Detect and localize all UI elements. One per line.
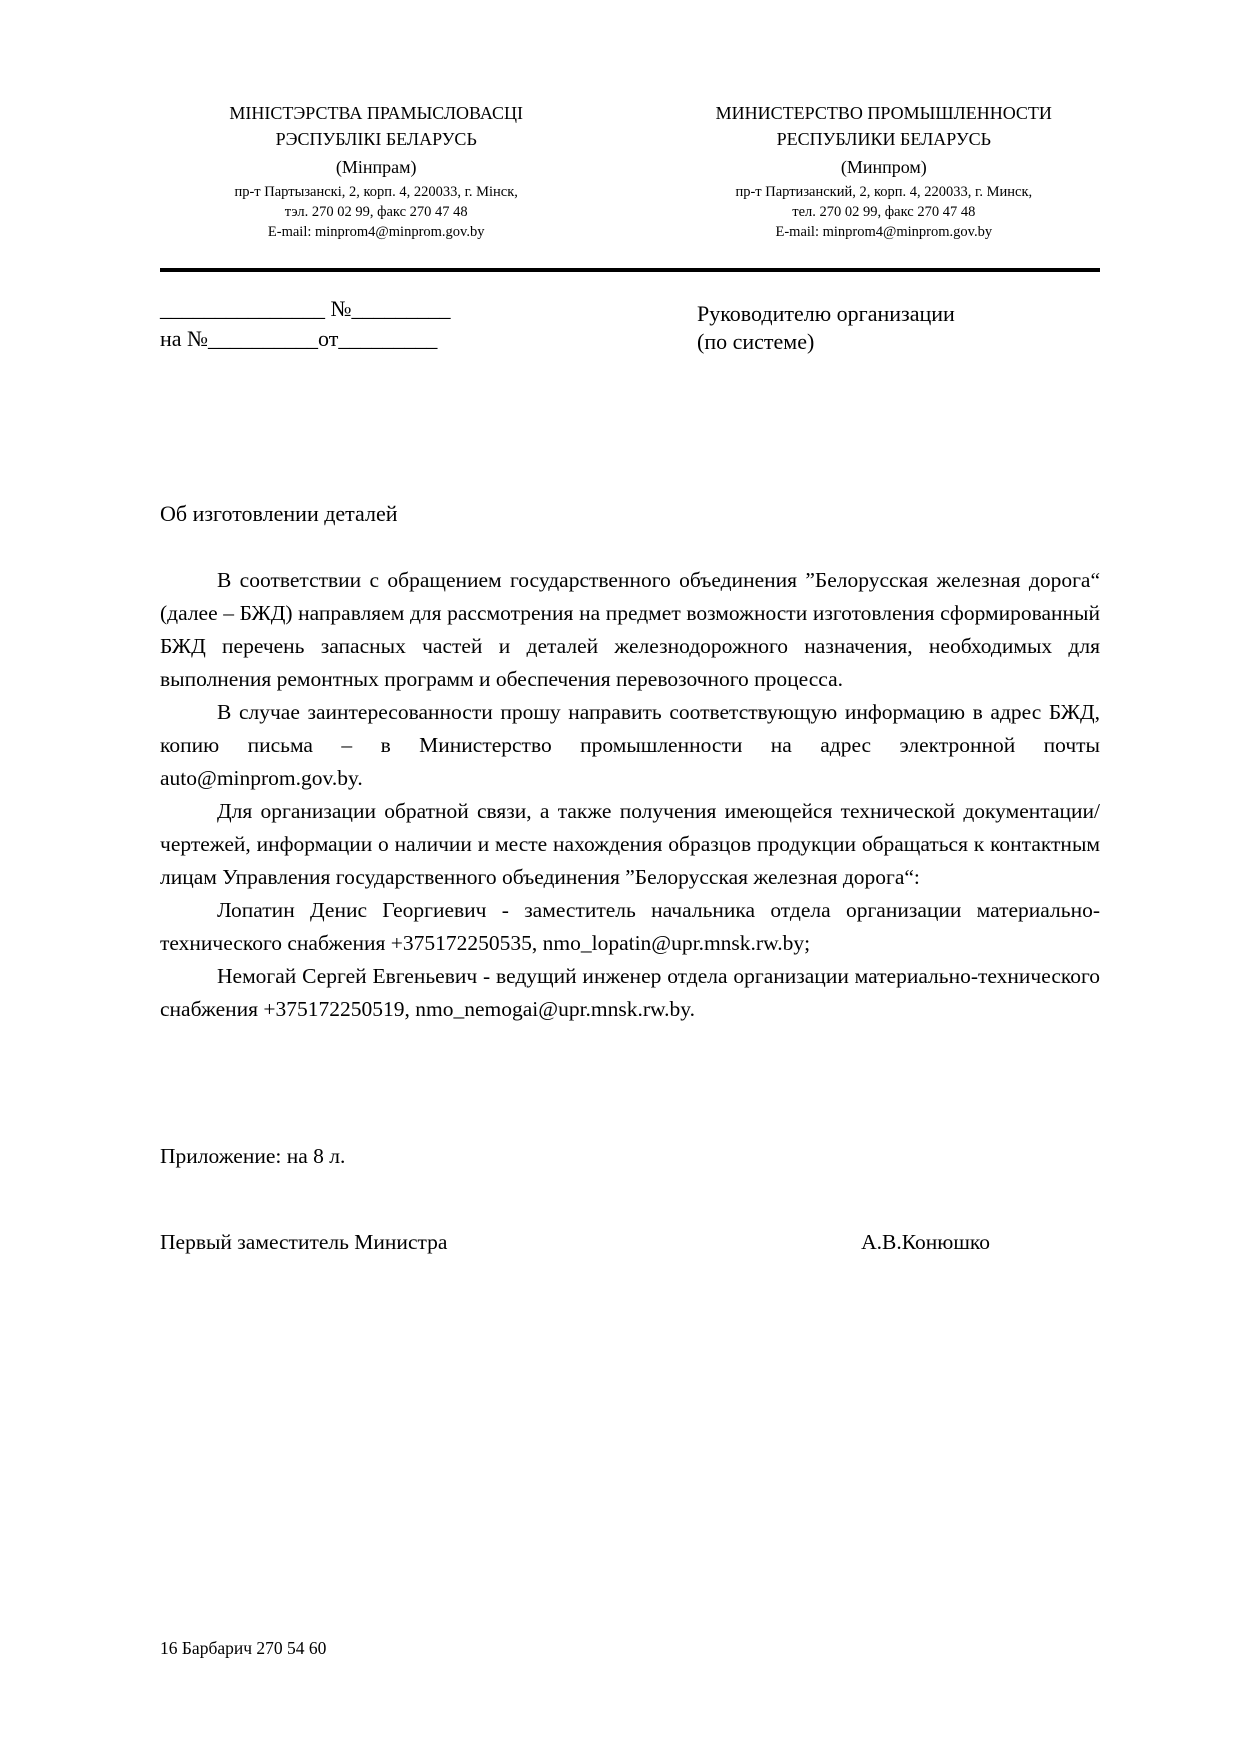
paragraph-contact-lopatin: Лопатин Денис Георгиевич - заместитель начальника отдела организации материально-технического снабжения +375172250535, nmo_lopatin@upr.mnsk.rw.by; [160, 898, 1100, 955]
subject-line: Об изготовлении деталей [160, 501, 398, 526]
outgoing-number-blank: _________ [351, 296, 451, 321]
ministry-address-by: пр-т Партызанскі, 2, корп. 4, 220033, г. Мінск, [234, 184, 518, 200]
letterhead-belarusian [160, 100, 592, 242]
incoming-number-prefix: на № [160, 326, 209, 351]
attachment-note: Приложение: на 8 л. [160, 1144, 346, 1168]
ministry-address-ru: пр-т Партизанский, 2, корп. 4, 220033, г. Минск, [735, 184, 1033, 200]
reference-line-incoming [160, 324, 451, 354]
reference-block [160, 294, 451, 354]
letter-body [160, 564, 1100, 1026]
ministry-phone-by: тэл. 270 02 99, факс 270 47 48 [284, 204, 468, 220]
ministry-phone-ru: тел. 270 02 99, факс 270 47 48 [792, 204, 976, 220]
incoming-date-blank: _________ [338, 326, 438, 351]
outgoing-number-sign: № [325, 296, 352, 321]
ministry-shortname-by: (Мінпрам) [335, 157, 417, 177]
reference-line-outgoing [160, 294, 451, 324]
addressee-block [697, 300, 955, 356]
paragraph-request: В случае заинтересованности прошу направить соответствующую информацию в адрес БЖД, копию письма – в Министерство промышленности на адрес электронной почты auto@minprom.gov.by. [160, 700, 1100, 790]
ministry-email-ru: E-mail: minprom4@minprom.gov.by [775, 224, 993, 240]
signature-row [160, 1228, 1100, 1256]
addressee-line2: (по системе) [697, 329, 815, 354]
incoming-date-prefix: от [318, 326, 339, 351]
double-rule-divider [160, 268, 1100, 272]
paragraph-contact-nemogai: Немогай Сергей Евгеньевич - ведущий инженер отдела организации материально-технического снабжения +375172250519, nmo_nemogai@upr.mnsk.rw.by. [160, 964, 1100, 1021]
ministry-email-by: E-mail: minprom4@minprom.gov.by [267, 224, 485, 240]
ministry-shortname-ru: (Минпром) [840, 157, 927, 177]
signer-name: А.В.Конюшко [861, 1230, 990, 1254]
ministry-name-by-line2: РЭСПУБЛІКІ БЕЛАРУСЬ [275, 129, 477, 149]
executor-footer: 16 Барбарич 270 54 60 [160, 1638, 327, 1658]
paragraph-contacts-intro: Для организации обратной связи, а также получения имеющейся технической документации/чертежей, информации о наличии и месте нахождения образцов продукции обращаться к контактным лицам Управления государственного объединения ”Белорусская железная дорога“: [160, 799, 1100, 889]
letterhead-russian [668, 100, 1100, 242]
reference-and-addressee [160, 294, 1100, 364]
ministry-name-ru-line1: МИНИСТЕРСТВО ПРОМЫШЛЕННОСТИ [715, 103, 1052, 123]
outgoing-date-blank: _______________ [160, 296, 325, 321]
paragraph-intro: В соответствии с обращением государственного объединения ”Белорусская железная дорога“ (далее – БЖД) направляем для рассмотрения на предмет возможности изготовления сформированный БЖД перечень запасных частей и деталей железнодорожного назначения, необходимых для выполнения ремонтных программ и обеспечения перевозочного процесса. [160, 568, 1100, 691]
incoming-number-blank: __________ [208, 326, 319, 351]
signer-position: Первый заместитель Министра [160, 1230, 448, 1254]
addressee-line1: Руководителю организации [697, 301, 955, 326]
letterhead [160, 100, 1100, 242]
ministry-name-by-line1: МІНІСТЭРСТВА ПРАМЫСЛОВАСЦІ [229, 103, 523, 123]
ministry-name-ru-line2: РЕСПУБЛИКИ БЕЛАРУСЬ [776, 129, 991, 149]
